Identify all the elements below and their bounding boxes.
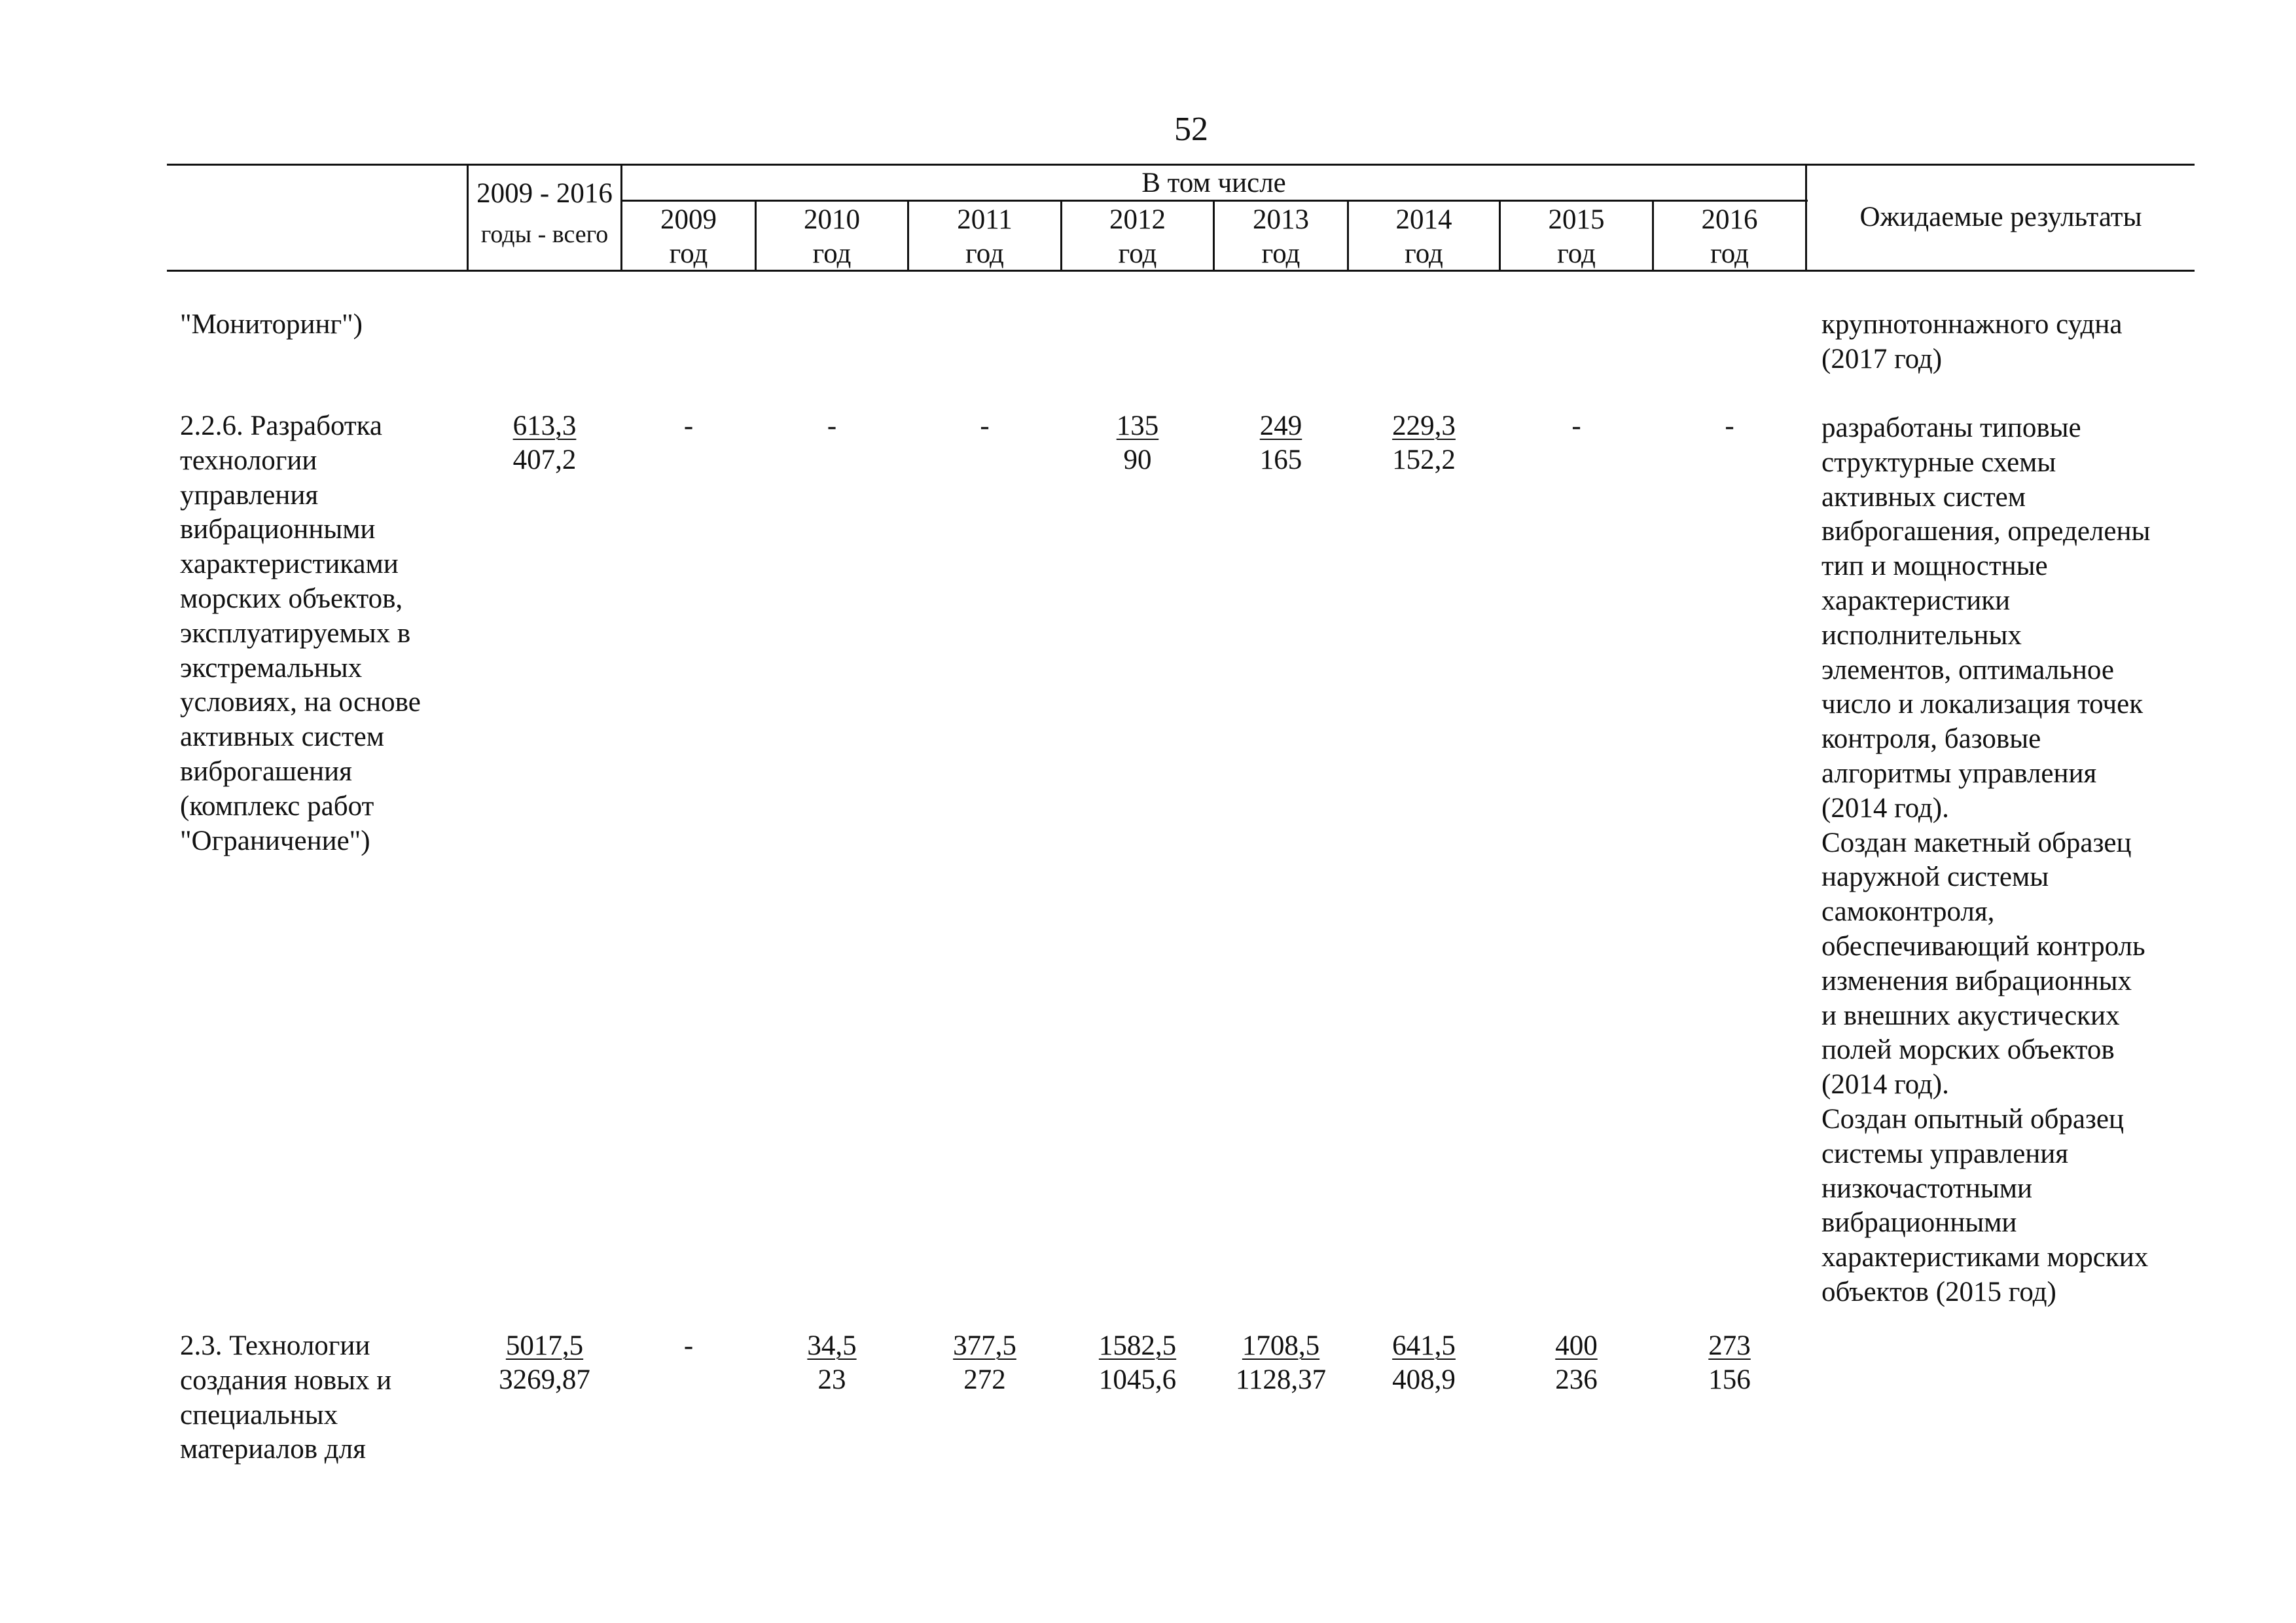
header-top-rule — [167, 164, 2195, 166]
row-name-line: активных систем — [180, 721, 384, 753]
year-header-unit: год — [1261, 238, 1300, 269]
year-cell-2016 — [1654, 1329, 1805, 1397]
year-header-unit: год — [669, 238, 708, 269]
year-value: - — [980, 410, 990, 441]
year-value-secondary: 272 — [963, 1364, 1006, 1395]
result-text — [1821, 308, 2122, 377]
total-value-secondary: 3269,87 — [499, 1364, 590, 1395]
result-line: обеспечивающий контроль — [1821, 930, 2145, 962]
year-value: - — [827, 410, 837, 441]
result-line: разработаны типовые — [1821, 412, 2081, 443]
year-cell-2015 — [1501, 409, 1652, 443]
year-value-secondary: 152,2 — [1392, 445, 1456, 475]
row-name-line: управления — [180, 479, 319, 511]
row-name-line: экстремальных — [180, 652, 363, 684]
row-name-line: морских объектов, — [180, 583, 403, 614]
result-line: алгоритмы управления — [1821, 757, 2097, 789]
year-value-secondary: 156 — [1708, 1364, 1751, 1395]
result-line: объектов (2015 год) — [1821, 1276, 2056, 1307]
result-line: элементов, оптимальное — [1821, 654, 2114, 685]
year-value: - — [1571, 410, 1581, 441]
result-line: изменения вибрационных — [1821, 965, 2132, 996]
total-column-header-line2: годы - всего — [480, 221, 609, 248]
total-cell — [469, 409, 620, 477]
result-line: структурные схемы — [1821, 447, 2056, 478]
year-header-2009: 2009 — [660, 204, 717, 235]
total-value-secondary: 407,2 — [512, 445, 577, 475]
results-column-header: Ожидаемые результаты — [1859, 202, 2142, 232]
year-value: 400 — [1555, 1330, 1598, 1361]
result-line: системы управления — [1821, 1138, 2069, 1169]
result-line: контроля, базовые — [1821, 723, 2041, 755]
row-name-line: характеристиками — [180, 549, 399, 580]
result-line: (2017 год) — [1821, 343, 1943, 374]
row-name-line: "Ограничение") — [180, 825, 370, 856]
year-cell-2012 — [1062, 409, 1213, 477]
year-header-unit: год — [1557, 238, 1596, 269]
row-name-line: 2.3. Технологии — [180, 1330, 370, 1361]
year-value: 273 — [1708, 1330, 1751, 1361]
row-name-line: вибрационными — [180, 514, 376, 545]
year-header-unit: год — [812, 238, 852, 269]
result-line: число и локализация точек — [1821, 689, 2144, 720]
result-text — [1821, 411, 2150, 1310]
row-name-line: создания новых и — [180, 1364, 392, 1396]
row-name-line: эксплуатируемых в — [180, 617, 411, 649]
year-value: 377,5 — [953, 1330, 1016, 1361]
year-value: 1582,5 — [1098, 1330, 1177, 1361]
result-line: активных систем — [1821, 481, 2026, 513]
year-cell-2015 — [1501, 1329, 1652, 1397]
result-line: низкочастотными — [1821, 1173, 2032, 1204]
year-value: 34,5 — [807, 1330, 857, 1361]
year-value: 641,5 — [1392, 1330, 1456, 1361]
row-name-line: материалов для — [180, 1434, 366, 1465]
year-cell-2011 — [909, 1329, 1060, 1397]
year-cell-2012 — [1062, 1329, 1213, 1397]
result-line: исполнительных — [1821, 619, 2022, 651]
year-value: 1708,5 — [1242, 1330, 1320, 1361]
year-value-secondary: 90 — [1123, 445, 1152, 475]
result-line: наружной системы — [1821, 862, 2049, 893]
year-header-2010: 2010 — [804, 204, 860, 235]
total-value: 613,3 — [512, 410, 577, 441]
year-cell-2013 — [1215, 1329, 1347, 1397]
year-cell-2011 — [909, 409, 1060, 443]
year-cell-2014 — [1349, 409, 1499, 477]
year-cell-2009 — [622, 409, 755, 443]
row-name-line: виброгашения — [180, 756, 352, 787]
row-name-2-3 — [180, 1329, 391, 1467]
result-line: (2014 год). — [1821, 1069, 1949, 1101]
year-header-unit: год — [1405, 238, 1443, 269]
result-line: Создан макетный образец — [1821, 827, 2132, 858]
year-cell-2009 — [622, 1329, 755, 1363]
row-name-line: (комплекс работ — [180, 790, 374, 822]
year-value: - — [683, 410, 694, 441]
year-value-secondary: 408,9 — [1392, 1364, 1456, 1395]
total-value: 5017,5 — [505, 1330, 584, 1361]
year-value: 135 — [1116, 410, 1159, 441]
year-cell-2016 — [1654, 409, 1805, 443]
year-value-secondary: 23 — [817, 1364, 846, 1395]
result-line: крупнотоннажного судна — [1821, 309, 2123, 340]
row-name-line: условиях, на основе — [180, 687, 421, 718]
row-name-line: специальных — [180, 1399, 338, 1431]
result-line: полей морских объектов — [1821, 1034, 2115, 1066]
total-cell — [469, 1329, 620, 1397]
year-value: - — [1725, 410, 1734, 441]
result-line: характеристики — [1821, 585, 2011, 616]
result-line: характеристиками морских — [1821, 1242, 2149, 1273]
year-cell-2013 — [1215, 409, 1347, 477]
result-line: тип и мощностные — [1821, 551, 2048, 582]
year-value-secondary: 1128,37 — [1235, 1364, 1327, 1395]
year-value-secondary: 236 — [1555, 1364, 1598, 1395]
row-name-line: технологии — [180, 445, 317, 476]
total-column-header-line1: 2009 - 2016 — [476, 178, 613, 209]
year-header-2013: 2013 — [1253, 204, 1309, 235]
year-header-unit: год — [1710, 238, 1749, 269]
result-line: и внешних акустических — [1821, 1000, 2120, 1031]
result-line: (2014 год). — [1821, 792, 1949, 824]
year-header-2011: 2011 — [957, 204, 1013, 235]
page-number: 52 — [1174, 111, 1208, 148]
year-cell-2010 — [757, 409, 907, 443]
year-value: - — [683, 1330, 694, 1361]
row-name-line: 2.2.6. Разработка — [180, 410, 382, 441]
year-header-2016: 2016 — [1701, 204, 1758, 235]
result-line: Создан опытный образец — [1821, 1103, 2125, 1135]
year-header-unit: год — [1118, 238, 1157, 269]
year-value: 229,3 — [1392, 410, 1456, 441]
result-line: виброгашения, определены — [1821, 516, 2151, 547]
year-cell-2010 — [757, 1329, 907, 1397]
year-header-2015: 2015 — [1548, 204, 1605, 235]
year-value-secondary: 1045,6 — [1098, 1364, 1177, 1395]
group-header: В том числе — [1141, 168, 1286, 198]
year-header-2012: 2012 — [1109, 204, 1166, 235]
year-value: 249 — [1259, 410, 1302, 441]
result-line: самоконтроля, — [1821, 896, 1995, 928]
row-name-2-2-6 — [180, 409, 421, 858]
result-line: вибрационными — [1821, 1207, 2017, 1239]
row-name-line: "Мониторинг") — [180, 309, 363, 340]
year-value-secondary: 165 — [1259, 445, 1302, 475]
year-cell-2014 — [1349, 1329, 1499, 1397]
year-header-unit: год — [965, 238, 1004, 269]
year-header-2014: 2014 — [1395, 204, 1452, 235]
